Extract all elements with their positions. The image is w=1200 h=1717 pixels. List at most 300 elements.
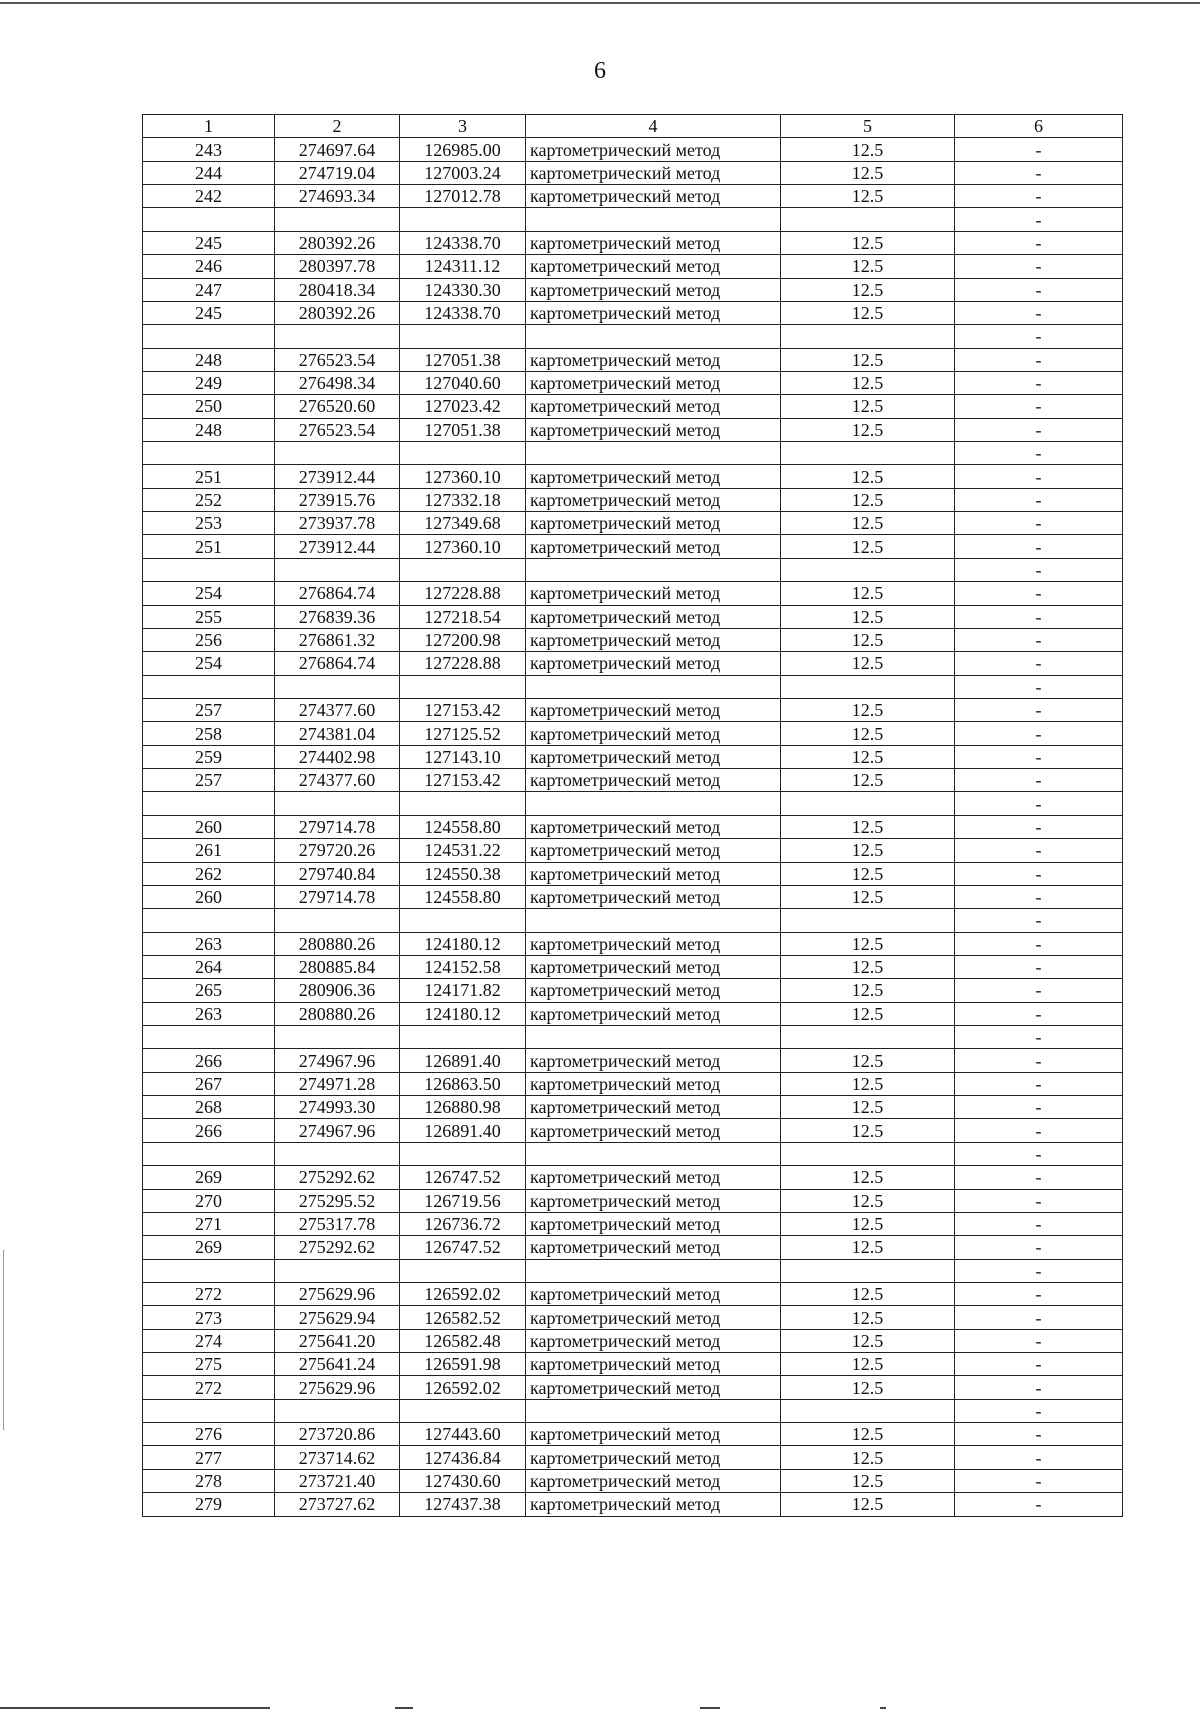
point-number-cell: 258: [143, 722, 275, 745]
point-number-cell: 263: [143, 932, 275, 955]
method-cell: картометрический метод: [526, 138, 781, 161]
accuracy-cell: 12.5: [781, 301, 955, 324]
point-number-cell: 271: [143, 1212, 275, 1235]
note-cell: -: [955, 161, 1123, 184]
header-col-5: 5: [781, 115, 955, 138]
point-number-cell: 274: [143, 1329, 275, 1352]
y-coordinate-cell: 126747.52: [400, 1236, 526, 1259]
header-row: [143, 115, 1123, 138]
y-coordinate-cell: [400, 208, 526, 231]
method-cell: картометрический метод: [526, 418, 781, 441]
header-col-3: 3: [400, 115, 526, 138]
table-row: [143, 885, 1123, 908]
header-col-6: 6: [955, 115, 1123, 138]
x-coordinate-cell: 273720.86: [275, 1423, 400, 1446]
point-number-cell: 245: [143, 231, 275, 254]
y-coordinate-cell: 126985.00: [400, 138, 526, 161]
x-coordinate-cell: 275641.24: [275, 1353, 400, 1376]
note-cell: -: [955, 371, 1123, 394]
method-cell: картометрический метод: [526, 1166, 781, 1189]
point-number-cell: 265: [143, 979, 275, 1002]
x-coordinate-cell: 275292.62: [275, 1166, 400, 1189]
note-cell: -: [955, 1399, 1123, 1422]
y-coordinate-cell: 127228.88: [400, 582, 526, 605]
x-coordinate-cell: 276520.60: [275, 395, 400, 418]
y-coordinate-cell: 127228.88: [400, 652, 526, 675]
x-coordinate-cell: 273714.62: [275, 1446, 400, 1469]
accuracy-cell: [781, 442, 955, 465]
method-cell: картометрический метод: [526, 605, 781, 628]
method-cell: картометрический метод: [526, 488, 781, 511]
method-cell: картометрический метод: [526, 652, 781, 675]
method-cell: картометрический метод: [526, 582, 781, 605]
accuracy-cell: [781, 909, 955, 932]
method-cell: [526, 1142, 781, 1165]
note-cell: -: [955, 488, 1123, 511]
y-coordinate-cell: 126591.98: [400, 1353, 526, 1376]
y-coordinate-cell: 126863.50: [400, 1072, 526, 1095]
note-cell: -: [955, 1212, 1123, 1235]
accuracy-cell: 12.5: [781, 628, 955, 651]
y-coordinate-cell: 127051.38: [400, 348, 526, 371]
x-coordinate-cell: [275, 442, 400, 465]
y-coordinate-cell: 126736.72: [400, 1212, 526, 1235]
y-coordinate-cell: [400, 442, 526, 465]
x-coordinate-cell: 274697.64: [275, 138, 400, 161]
method-cell: картометрический метод: [526, 745, 781, 768]
note-cell: -: [955, 325, 1123, 348]
y-coordinate-cell: 124180.12: [400, 932, 526, 955]
x-coordinate-cell: 275629.96: [275, 1376, 400, 1399]
accuracy-cell: 12.5: [781, 138, 955, 161]
table-row: [143, 442, 1123, 465]
table-row: [143, 301, 1123, 324]
point-number-cell: 263: [143, 1002, 275, 1025]
table-row: [143, 208, 1123, 231]
table-row: [143, 1189, 1123, 1212]
method-cell: картометрический метод: [526, 1469, 781, 1492]
table-row: [143, 465, 1123, 488]
accuracy-cell: 12.5: [781, 231, 955, 254]
table-body: [143, 138, 1123, 1516]
x-coordinate-cell: [275, 325, 400, 348]
y-coordinate-cell: 126891.40: [400, 1049, 526, 1072]
method-cell: картометрический метод: [526, 979, 781, 1002]
x-coordinate-cell: [275, 1399, 400, 1422]
point-number-cell: 247: [143, 278, 275, 301]
y-coordinate-cell: 124558.80: [400, 885, 526, 908]
note-cell: -: [955, 1072, 1123, 1095]
accuracy-cell: 12.5: [781, 698, 955, 721]
note-cell: -: [955, 582, 1123, 605]
table-row: [143, 278, 1123, 301]
table-row: [143, 1212, 1123, 1235]
x-coordinate-cell: 279714.78: [275, 815, 400, 838]
table-row: [143, 1166, 1123, 1189]
table-row: [143, 1236, 1123, 1259]
table-row: [143, 698, 1123, 721]
point-number-cell: [143, 1142, 275, 1165]
point-number-cell: 257: [143, 698, 275, 721]
note-cell: -: [955, 1306, 1123, 1329]
accuracy-cell: 12.5: [781, 815, 955, 838]
note-cell: -: [955, 255, 1123, 278]
y-coordinate-cell: 124180.12: [400, 1002, 526, 1025]
note-cell: -: [955, 955, 1123, 978]
accuracy-cell: 12.5: [781, 418, 955, 441]
method-cell: картометрический метод: [526, 1306, 781, 1329]
table-row: [143, 231, 1123, 254]
point-number-cell: 248: [143, 348, 275, 371]
method-cell: картометрический метод: [526, 932, 781, 955]
accuracy-cell: 12.5: [781, 582, 955, 605]
y-coordinate-cell: 127360.10: [400, 535, 526, 558]
accuracy-cell: [781, 1142, 955, 1165]
note-cell: -: [955, 1469, 1123, 1492]
accuracy-cell: [781, 1399, 955, 1422]
accuracy-cell: 12.5: [781, 722, 955, 745]
point-number-cell: 256: [143, 628, 275, 651]
accuracy-cell: 12.5: [781, 1236, 955, 1259]
table-row: [143, 1142, 1123, 1165]
x-coordinate-cell: 280880.26: [275, 932, 400, 955]
accuracy-cell: 12.5: [781, 185, 955, 208]
table-row: [143, 1399, 1123, 1422]
accuracy-cell: 12.5: [781, 1376, 955, 1399]
y-coordinate-cell: [400, 675, 526, 698]
method-cell: картометрический метод: [526, 722, 781, 745]
y-coordinate-cell: 124171.82: [400, 979, 526, 1002]
accuracy-cell: 12.5: [781, 955, 955, 978]
accuracy-cell: 12.5: [781, 1212, 955, 1235]
note-cell: -: [955, 769, 1123, 792]
x-coordinate-cell: 276523.54: [275, 418, 400, 441]
point-number-cell: 272: [143, 1282, 275, 1305]
point-number-cell: 266: [143, 1049, 275, 1072]
x-coordinate-cell: 276864.74: [275, 652, 400, 675]
x-coordinate-cell: 275295.52: [275, 1189, 400, 1212]
accuracy-cell: 12.5: [781, 1329, 955, 1352]
accuracy-cell: 12.5: [781, 1166, 955, 1189]
x-coordinate-cell: 274402.98: [275, 745, 400, 768]
x-coordinate-cell: 273912.44: [275, 535, 400, 558]
point-number-cell: 246: [143, 255, 275, 278]
note-cell: -: [955, 301, 1123, 324]
x-coordinate-cell: 274693.34: [275, 185, 400, 208]
note-cell: -: [955, 652, 1123, 675]
top-border-line: [0, 2, 1200, 4]
accuracy-cell: 12.5: [781, 1306, 955, 1329]
method-cell: картометрический метод: [526, 628, 781, 651]
point-number-cell: 255: [143, 605, 275, 628]
header-col-4: 4: [526, 115, 781, 138]
table-row: [143, 815, 1123, 838]
note-cell: -: [955, 348, 1123, 371]
method-cell: картометрический метод: [526, 1212, 781, 1235]
table-row: [143, 1469, 1123, 1492]
note-cell: -: [955, 1329, 1123, 1352]
x-coordinate-cell: 275641.20: [275, 1329, 400, 1352]
note-cell: -: [955, 815, 1123, 838]
point-number-cell: [143, 675, 275, 698]
method-cell: картометрический метод: [526, 1282, 781, 1305]
y-coordinate-cell: 124531.22: [400, 839, 526, 862]
y-coordinate-cell: [400, 1142, 526, 1165]
x-coordinate-cell: 275317.78: [275, 1212, 400, 1235]
y-coordinate-cell: 126747.52: [400, 1166, 526, 1189]
y-coordinate-cell: 127023.42: [400, 395, 526, 418]
table-row: [143, 1282, 1123, 1305]
table-row: [143, 1423, 1123, 1446]
accuracy-cell: 12.5: [781, 1469, 955, 1492]
note-cell: -: [955, 792, 1123, 815]
table-row: [143, 325, 1123, 348]
note-cell: -: [955, 885, 1123, 908]
accuracy-cell: 12.5: [781, 1072, 955, 1095]
y-coordinate-cell: 126592.02: [400, 1376, 526, 1399]
method-cell: [526, 675, 781, 698]
accuracy-cell: 12.5: [781, 1423, 955, 1446]
note-cell: -: [955, 138, 1123, 161]
note-cell: -: [955, 745, 1123, 768]
accuracy-cell: 12.5: [781, 395, 955, 418]
accuracy-cell: 12.5: [781, 255, 955, 278]
method-cell: картометрический метод: [526, 1236, 781, 1259]
table-row: [143, 138, 1123, 161]
table-row: [143, 1259, 1123, 1282]
point-number-cell: [143, 909, 275, 932]
x-coordinate-cell: 276523.54: [275, 348, 400, 371]
note-cell: -: [955, 1236, 1123, 1259]
point-number-cell: 254: [143, 582, 275, 605]
y-coordinate-cell: 126582.52: [400, 1306, 526, 1329]
y-coordinate-cell: 126592.02: [400, 1282, 526, 1305]
note-cell: -: [955, 1002, 1123, 1025]
x-coordinate-cell: [275, 909, 400, 932]
accuracy-cell: 12.5: [781, 1049, 955, 1072]
table-row: [143, 932, 1123, 955]
x-coordinate-cell: [275, 1142, 400, 1165]
accuracy-cell: 12.5: [781, 512, 955, 535]
x-coordinate-cell: 279714.78: [275, 885, 400, 908]
method-cell: картометрический метод: [526, 862, 781, 885]
y-coordinate-cell: [400, 325, 526, 348]
header-col-2: 2: [275, 115, 400, 138]
table-row: [143, 1026, 1123, 1049]
accuracy-cell: 12.5: [781, 839, 955, 862]
note-cell: -: [955, 628, 1123, 651]
x-coordinate-cell: 280885.84: [275, 955, 400, 978]
accuracy-cell: [781, 208, 955, 231]
method-cell: [526, 442, 781, 465]
x-coordinate-cell: [275, 558, 400, 581]
method-cell: [526, 1399, 781, 1422]
note-cell: -: [955, 1119, 1123, 1142]
y-coordinate-cell: 124311.12: [400, 255, 526, 278]
table-row: [143, 862, 1123, 885]
note-cell: -: [955, 231, 1123, 254]
x-coordinate-cell: 273937.78: [275, 512, 400, 535]
table-row: [143, 1493, 1123, 1516]
x-coordinate-cell: 274381.04: [275, 722, 400, 745]
point-number-cell: 261: [143, 839, 275, 862]
accuracy-cell: 12.5: [781, 862, 955, 885]
accuracy-cell: 12.5: [781, 1493, 955, 1516]
note-cell: -: [955, 1049, 1123, 1072]
method-cell: картометрический метод: [526, 161, 781, 184]
y-coordinate-cell: 127437.38: [400, 1493, 526, 1516]
x-coordinate-cell: 275629.94: [275, 1306, 400, 1329]
table-row: [143, 628, 1123, 651]
x-coordinate-cell: 276839.36: [275, 605, 400, 628]
accuracy-cell: 12.5: [781, 885, 955, 908]
point-number-cell: 266: [143, 1119, 275, 1142]
table-row: [143, 348, 1123, 371]
accuracy-cell: 12.5: [781, 745, 955, 768]
note-cell: -: [955, 979, 1123, 1002]
table-row: [143, 1329, 1123, 1352]
accuracy-cell: 12.5: [781, 1353, 955, 1376]
accuracy-cell: 12.5: [781, 488, 955, 511]
y-coordinate-cell: 127040.60: [400, 371, 526, 394]
y-coordinate-cell: 126719.56: [400, 1189, 526, 1212]
note-cell: -: [955, 1166, 1123, 1189]
table-row: [143, 488, 1123, 511]
point-number-cell: [143, 1399, 275, 1422]
y-coordinate-cell: [400, 1399, 526, 1422]
method-cell: картометрический метод: [526, 839, 781, 862]
method-cell: картометрический метод: [526, 955, 781, 978]
y-coordinate-cell: 127430.60: [400, 1469, 526, 1492]
note-cell: -: [955, 185, 1123, 208]
table-row: [143, 769, 1123, 792]
accuracy-cell: 12.5: [781, 278, 955, 301]
page-number: 6: [594, 58, 606, 84]
x-coordinate-cell: [275, 208, 400, 231]
method-cell: картометрический метод: [526, 1072, 781, 1095]
y-coordinate-cell: 124152.58: [400, 955, 526, 978]
point-number-cell: 254: [143, 652, 275, 675]
y-coordinate-cell: 127143.10: [400, 745, 526, 768]
method-cell: картометрический метод: [526, 395, 781, 418]
note-cell: -: [955, 512, 1123, 535]
y-coordinate-cell: 127349.68: [400, 512, 526, 535]
note-cell: -: [955, 535, 1123, 558]
method-cell: картометрический метод: [526, 1096, 781, 1119]
method-cell: картометрический метод: [526, 698, 781, 721]
point-number-cell: [143, 208, 275, 231]
table-row: [143, 839, 1123, 862]
y-coordinate-cell: 127153.42: [400, 698, 526, 721]
point-number-cell: 270: [143, 1189, 275, 1212]
table-row: [143, 582, 1123, 605]
x-coordinate-cell: 274971.28: [275, 1072, 400, 1095]
x-coordinate-cell: [275, 675, 400, 698]
method-cell: картометрический метод: [526, 1119, 781, 1142]
note-cell: -: [955, 278, 1123, 301]
header-col-1: 1: [143, 115, 275, 138]
accuracy-cell: 12.5: [781, 1282, 955, 1305]
point-number-cell: 249: [143, 371, 275, 394]
point-number-cell: 273: [143, 1306, 275, 1329]
y-coordinate-cell: 127200.98: [400, 628, 526, 651]
method-cell: [526, 909, 781, 932]
y-coordinate-cell: 127332.18: [400, 488, 526, 511]
point-number-cell: 269: [143, 1236, 275, 1259]
point-number-cell: 260: [143, 885, 275, 908]
point-number-cell: 252: [143, 488, 275, 511]
x-coordinate-cell: 273727.62: [275, 1493, 400, 1516]
table-row: [143, 652, 1123, 675]
accuracy-cell: 12.5: [781, 652, 955, 675]
y-coordinate-cell: 127360.10: [400, 465, 526, 488]
table-row: [143, 1119, 1123, 1142]
x-coordinate-cell: 276864.74: [275, 582, 400, 605]
point-number-cell: [143, 792, 275, 815]
table-row: [143, 185, 1123, 208]
note-cell: -: [955, 1096, 1123, 1119]
y-coordinate-cell: 126891.40: [400, 1119, 526, 1142]
x-coordinate-cell: 273721.40: [275, 1469, 400, 1492]
table-row: [143, 1096, 1123, 1119]
bottom-edge-marks: [0, 1707, 1200, 1711]
method-cell: картометрический метод: [526, 185, 781, 208]
note-cell: -: [955, 395, 1123, 418]
point-number-cell: 244: [143, 161, 275, 184]
note-cell: -: [955, 1493, 1123, 1516]
y-coordinate-cell: 124338.70: [400, 231, 526, 254]
point-number-cell: 251: [143, 465, 275, 488]
method-cell: картометрический метод: [526, 1189, 781, 1212]
x-coordinate-cell: 279720.26: [275, 839, 400, 862]
method-cell: картометрический метод: [526, 1493, 781, 1516]
table-row: [143, 1353, 1123, 1376]
note-cell: -: [955, 698, 1123, 721]
y-coordinate-cell: [400, 1026, 526, 1049]
accuracy-cell: 12.5: [781, 1189, 955, 1212]
point-number-cell: 250: [143, 395, 275, 418]
x-coordinate-cell: 273915.76: [275, 488, 400, 511]
table-row: [143, 675, 1123, 698]
accuracy-cell: [781, 558, 955, 581]
table-row: [143, 909, 1123, 932]
method-cell: картометрический метод: [526, 278, 781, 301]
x-coordinate-cell: 276861.32: [275, 628, 400, 651]
table-row: [143, 161, 1123, 184]
point-number-cell: 242: [143, 185, 275, 208]
x-coordinate-cell: 279740.84: [275, 862, 400, 885]
point-number-cell: 269: [143, 1166, 275, 1189]
accuracy-cell: 12.5: [781, 979, 955, 1002]
point-number-cell: 267: [143, 1072, 275, 1095]
x-coordinate-cell: 274377.60: [275, 769, 400, 792]
note-cell: -: [955, 909, 1123, 932]
method-cell: [526, 1026, 781, 1049]
point-number-cell: 276: [143, 1423, 275, 1446]
table-row: [143, 1049, 1123, 1072]
method-cell: картометрический метод: [526, 301, 781, 324]
accuracy-cell: [781, 325, 955, 348]
note-cell: -: [955, 442, 1123, 465]
point-number-cell: 259: [143, 745, 275, 768]
accuracy-cell: [781, 1026, 955, 1049]
accuracy-cell: 12.5: [781, 932, 955, 955]
x-coordinate-cell: [275, 1026, 400, 1049]
table-header: [143, 115, 1123, 138]
table-row: [143, 1002, 1123, 1025]
x-coordinate-cell: [275, 792, 400, 815]
note-cell: -: [955, 418, 1123, 441]
